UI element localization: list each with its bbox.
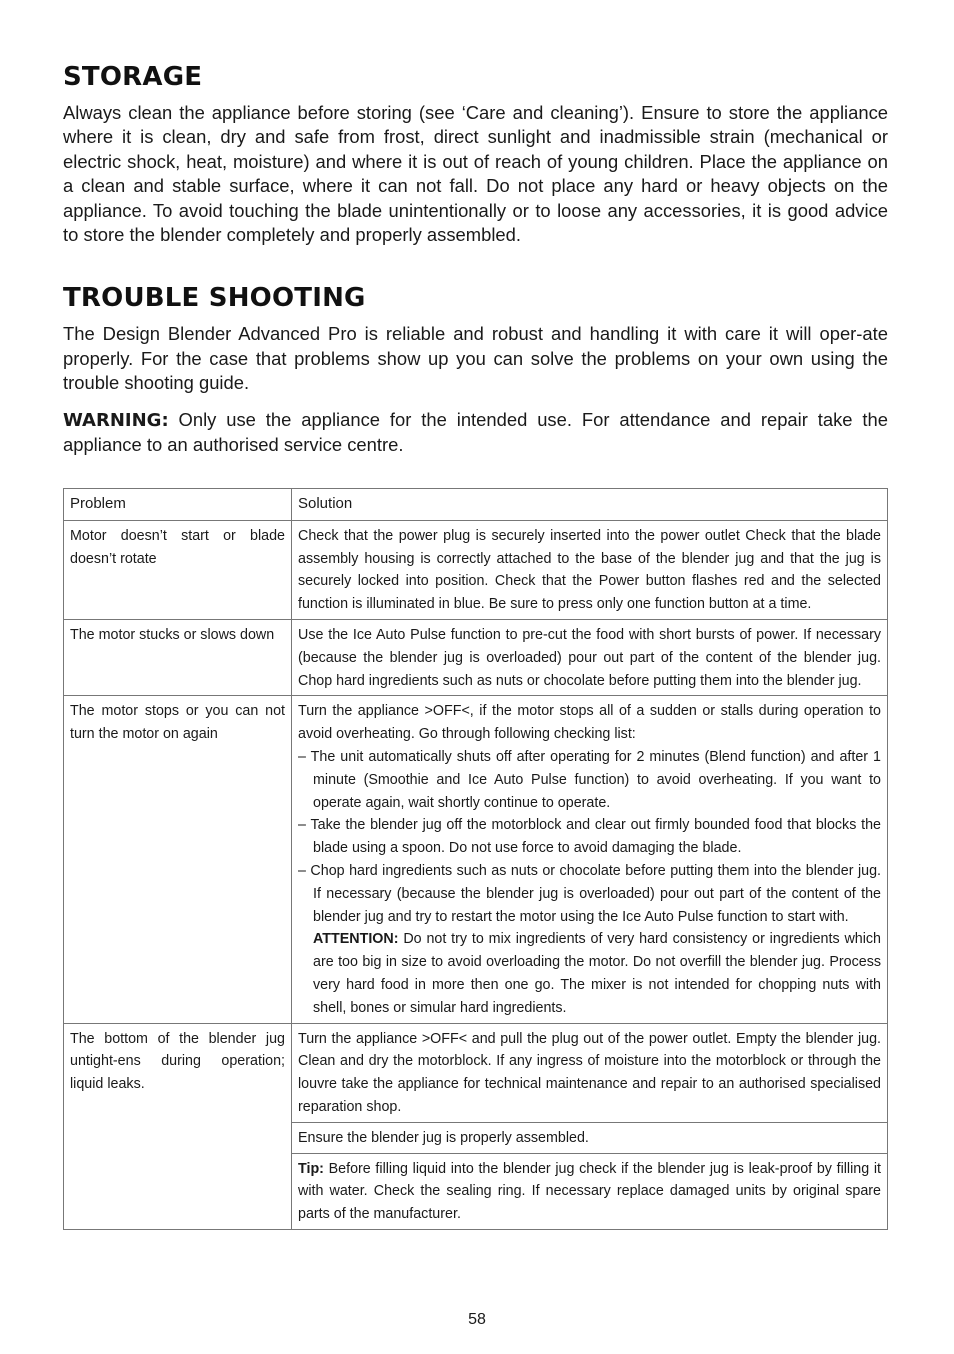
list-item: – Take the blender jug off the motorblock and clear out firmly bounded food that blocks the blade using a spoon. Do not use force to avoid damaging the blade. <box>298 817 881 857</box>
problem-cell: The motor stucks or slows down <box>64 619 292 695</box>
problem-column-header: Problem <box>64 489 292 521</box>
solution-cell: Use the Ice Auto Pulse function to pre-cut the food with short bursts of power. If necessary (because the blender jug is overloaded) pour out part of the content of the blender jug. Chop hard ingredients such as nuts or chocolate before putting them into the blender jug. <box>292 619 888 695</box>
problem-cell: The motor stops or you can not turn the motor on again <box>64 696 292 1023</box>
tip-label: Tip: <box>298 1160 324 1177</box>
storage-heading: STORAGE <box>63 62 203 92</box>
solution-cell: Check that the power plug is securely inserted into the power outlet Check that the blade assembly housing is correctly attached to the base of the blender jug and that the jug is securely locked into position. Check that the Power button flashes red and the selected function is illuminated in blue. Be sure to press only one function button at a time. <box>292 520 888 619</box>
problem-cell: Motor doesn’t start or blade doesn’t rotate <box>64 520 292 619</box>
attention-label: ATTENTION: <box>313 931 399 948</box>
trouble-shooting-table <box>63 488 888 1230</box>
table-row <box>64 520 888 619</box>
solution-intro: Turn the appliance >OFF<, if the motor stops all of a sudden or stalls during operation to avoid overheating. Go through following checking list: <box>298 703 881 743</box>
tip-text: Before filling liquid into the blender jug check if the blender jug is leak-proof by filling it with water. Check the sealing ring. If necessary replace damaged units by original spare parts of the manufacturer. <box>298 1160 881 1223</box>
page-number: 58 <box>468 1311 486 1328</box>
problem-cell: The bottom of the blender jug untight-ens during operation; liquid leaks. <box>64 1023 292 1229</box>
table-row <box>64 696 888 1023</box>
table-row <box>64 619 888 695</box>
warning-paragraph <box>63 408 888 458</box>
solution-column-header: Solution <box>292 489 888 521</box>
warning-label: WARNING: <box>63 409 169 431</box>
storage-paragraph: Always clean the appliance before storing (see ‘Care and cleaning’). Ensure to store the appliance where it is clean, dry and safe from frost, direct sunlight and inadmissible strain (mechanical or electric shock, heat, moisture) and where it is out of reach of young children. Place the appliance on a clean and stable surface, where it can not fall. Do not place any hard or heavy objects on the appliance. To avoid touching the blade unintentionally or to loose any accessories, it is good advice to store the blender completely and properly assembled. <box>63 102 888 246</box>
attention-text: Do not try to mix ingredients of very hard consistency or ingredients which are too big in size to avoid overloading the motor. Do not overfill the blender jug. Process very hard food in more then one go. The mixer is not intended for chopping nuts with shell, bones or simular hard ingredients. <box>313 931 881 1016</box>
table-header-row <box>64 489 888 521</box>
list-item: – The unit automatically shuts off after operating for 2 minutes (Blend function) and after 1 minute (Smoothie and Ice Auto Pulse function) to avoid overheating. If you want to operate again, wait shortly continue to operate. <box>298 748 881 811</box>
trouble-shooting-intro: The Design Blender Advanced Pro is reliable and robust and handling it with care it will oper-ate properly. For the case that problems show up you can solve the problems on your own using the trouble shooting guide. <box>63 323 888 394</box>
warning-text: Only use the appliance for the intended use. For attendance and repair take the appliance to an authorised service centre. <box>63 408 888 456</box>
solution-cell: Turn the appliance >OFF< and pull the plug out of the power outlet. Empty the blender jug. Clean and dry the motorblock. If any ingress of moisture into the motorblock or through the louvre take the appliance for technical maintenance and repair to an authorised specialised reparation shop. <box>292 1023 888 1122</box>
trouble-shooting-heading: TROUBLE SHOOTING <box>63 283 366 314</box>
list-item: – Chop hard ingredients such as nuts or chocolate before putting them into the blender jug. If necessary (because the blender jug is overloaded) pour out part of the content of the blender jug and try to restart the motor using the Ice Auto Pulse function to start with. <box>298 862 881 925</box>
page-content <box>63 58 888 457</box>
attention-note <box>298 928 881 1019</box>
solution-cell <box>292 1153 888 1229</box>
checking-list <box>298 746 881 928</box>
solution-cell: Ensure the blender jug is properly assembled. <box>292 1122 888 1153</box>
solution-cell <box>292 696 888 1023</box>
table-row <box>64 1023 888 1122</box>
